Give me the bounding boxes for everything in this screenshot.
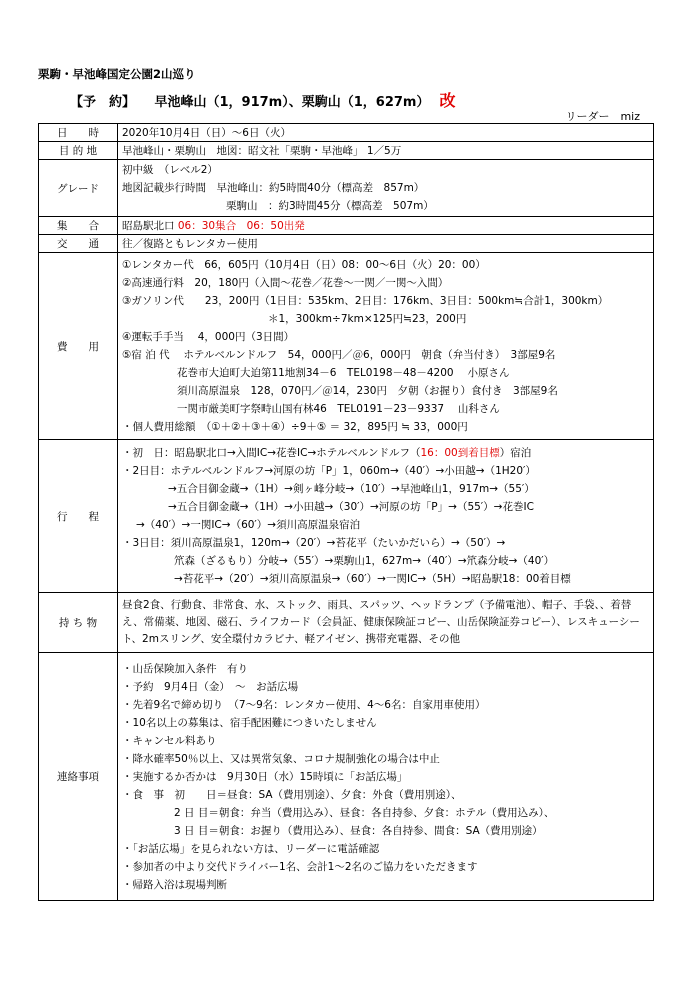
value-destination: 早池峰山・栗駒山 地図：昭文社「栗駒・早池峰」 1／5万 xyxy=(118,142,654,160)
value-items: 昼食2食、行動食、非常食、水、ストック、雨具、スパッツ、ヘッドランプ（予備電池）、帽子、手袋、、着替え、常備薬、地図、磁石、ライフカード（会員証、健康保険証コピー、山岳保険証券コピー）、レスキューシート、2mスリング、安全環付カラビナ、軽アイゼン、携帯充電器、その他 xyxy=(118,593,654,653)
note-line: ・10名以上の募集は、宿手配困難につきいたしません xyxy=(122,716,377,729)
leader: リーダー miz xyxy=(565,110,640,123)
note-line: 2 日 目＝朝食：弁当（費用込み）、昼食：各自持参、夕食：ホテル（費用込み）、 xyxy=(174,806,555,819)
label-date: 日 時 xyxy=(39,124,118,142)
itinerary-line: 笊森（ざるもり）分岐→（55′）→栗駒山1，627m→（40′）→笊森分岐→（40′） xyxy=(174,555,555,567)
value-date: 2020年10月4日（日）～6日（火） xyxy=(118,124,654,142)
cost-line: ②高速通行料 20，180円（入間～花巻／花巻～一関／一関～入間） xyxy=(122,277,449,289)
cost-line: ①レンタカー代 66，605円（10月4日（日）08：00～6日（火）20：00） xyxy=(122,259,486,271)
label-meeting: 集 合 xyxy=(39,217,118,235)
itinerary-line: ・2日目：ホテルベルンドルフ→河原の坊「P」1，060m→（40′）→小田越→（1H20′） xyxy=(122,465,536,477)
itinerary-line: →（40′）→一関IC→（60′）→須川高原温泉宿泊 xyxy=(136,519,361,531)
day1-arrival-target: 16：00到着目標 xyxy=(420,447,500,459)
page-title: 栗駒・早池峰国定公園2山巡り xyxy=(38,67,196,81)
note-line: ・「お話広場」を見られない方は、リーダーに電話確認 xyxy=(122,842,380,855)
grade-line: 初中級 （レベル2） xyxy=(122,164,218,176)
itinerary-line: →五合目御金蔵→（1H）→剣ヶ峰分岐→（10′）→早池峰山1，917m→（55′） xyxy=(168,483,535,495)
note-line: 3 日 目＝朝食：お握り（費用込み）、昼食：各自持参、間食：SA（費用別途） xyxy=(174,824,543,837)
row-itinerary xyxy=(39,440,654,593)
label-cost: 費 用 xyxy=(39,253,118,440)
value-notes xyxy=(118,653,654,901)
revised-mark: 改 xyxy=(439,91,456,110)
cost-line: ⑤宿 泊 代 ホテルベルンドルフ 54，000円／＠6，000円 朝食（弁当付き） 3部屋9名 xyxy=(122,349,556,361)
subtitle xyxy=(70,88,455,111)
label-grade: グレード xyxy=(39,160,118,217)
row-cost xyxy=(39,253,654,440)
itinerary-line: →苔花平→（20′）→須川高原温泉→（60′）→一関IC→（5H）→昭島駅18：00着目標 xyxy=(174,573,571,585)
note-line: ・予約 9月4日（金） ～ お話広場 xyxy=(122,680,299,693)
subtitle-text: 【予 約】 早池峰山（1，917m）、栗駒山（1，627m） xyxy=(70,95,430,110)
note-line: ・山岳保険加入条件 有り xyxy=(122,662,248,675)
row-destination xyxy=(39,142,654,160)
label-items: 持 ち 物 xyxy=(39,593,118,653)
itinerary-line: →五合目御金蔵→（1H）→小田越→（30′）→河原の坊「P」→（55′）→花巻IC xyxy=(168,501,534,513)
value-grade xyxy=(118,160,654,217)
itinerary-line xyxy=(122,444,649,462)
row-grade xyxy=(39,160,654,217)
note-line: ・降水確率50％以上、又は異常気象、コロナ規制強化の場合は中止 xyxy=(122,752,440,765)
itinerary-line: ・3日目：須川高原温泉1，120m→（20′）→苔花平（たいかだいら）→（50′）→ xyxy=(122,537,506,549)
cost-line: 須川高原温泉 128，070円／＠14，230円 夕朝（お握り）食付き 3部屋9名 xyxy=(177,385,558,397)
note-line: ・実施するか否かは 9月30日（水）15時頃に「お話広場」 xyxy=(122,770,408,783)
cost-line: ④運転手手当 4，000円（3日間） xyxy=(122,331,295,343)
note-line: ・参加者の中より交代ドライバー1名、会計1～2名のご協力をいただきます xyxy=(122,860,478,873)
note-line: ・キャンセル料あり xyxy=(122,734,217,747)
value-traffic: 往／復路ともレンタカー使用 xyxy=(118,235,654,253)
day1-text: ・初 日：昭島駅北口→入間IC→花巻IC→ホテルベルンドルフ（ xyxy=(122,447,421,459)
row-date xyxy=(39,124,654,142)
value-meeting xyxy=(118,217,654,235)
note-line: ・先着9名で締め切り （7～9名：レンタカー使用、4～6名：自家用車使用） xyxy=(122,698,486,711)
note-line: ・帰路入浴は現場判断 xyxy=(122,878,227,891)
cost-line: 一関市厳美町字祭畤山国有林46 TEL0191－23－9337 山科さん xyxy=(177,403,500,415)
label-notes: 連絡事項 xyxy=(39,653,118,901)
label-traffic: 交 通 xyxy=(39,235,118,253)
value-itinerary xyxy=(118,440,654,593)
row-meeting xyxy=(39,217,654,235)
meeting-place: 昭島駅北口 xyxy=(122,220,175,232)
grade-line: 栗駒山 ：約3時間45分（標高差 507m） xyxy=(226,200,434,212)
row-traffic xyxy=(39,235,654,253)
cost-line: 花巻市大迫町大迫第11地割34－6 TEL0198－48－4200 小原さん xyxy=(177,367,510,379)
label-destination: 目 的 地 xyxy=(39,142,118,160)
day1-text-end: ）宿泊 xyxy=(499,447,532,459)
grade-line: 地図記載歩行時間 早池峰山：約5時間40分（標高差 857m） xyxy=(122,182,425,194)
row-items xyxy=(39,593,654,653)
cost-line: ＊1，300km÷7km×125円≒23，200円 xyxy=(268,313,467,325)
value-cost xyxy=(118,253,654,440)
label-itinerary: 行 程 xyxy=(39,440,118,593)
row-notes xyxy=(39,653,654,901)
meeting-time: 06：30集合 06：50出発 xyxy=(177,220,305,232)
cost-line: ③ガソリン代 23，200円（1日目：535km、2日目：176km、3日目：500km≒合計1，300km） xyxy=(122,295,609,307)
cost-line: ・個人費用総額 （①＋②＋③＋④）÷9＋⑤ ＝ 32，895円 ≒ 33，000円 xyxy=(122,421,468,433)
plan-table xyxy=(38,123,654,901)
note-line: ・食 事 初 日＝昼食：SA（費用別途）、夕食：外食（費用別途）、 xyxy=(122,788,462,801)
